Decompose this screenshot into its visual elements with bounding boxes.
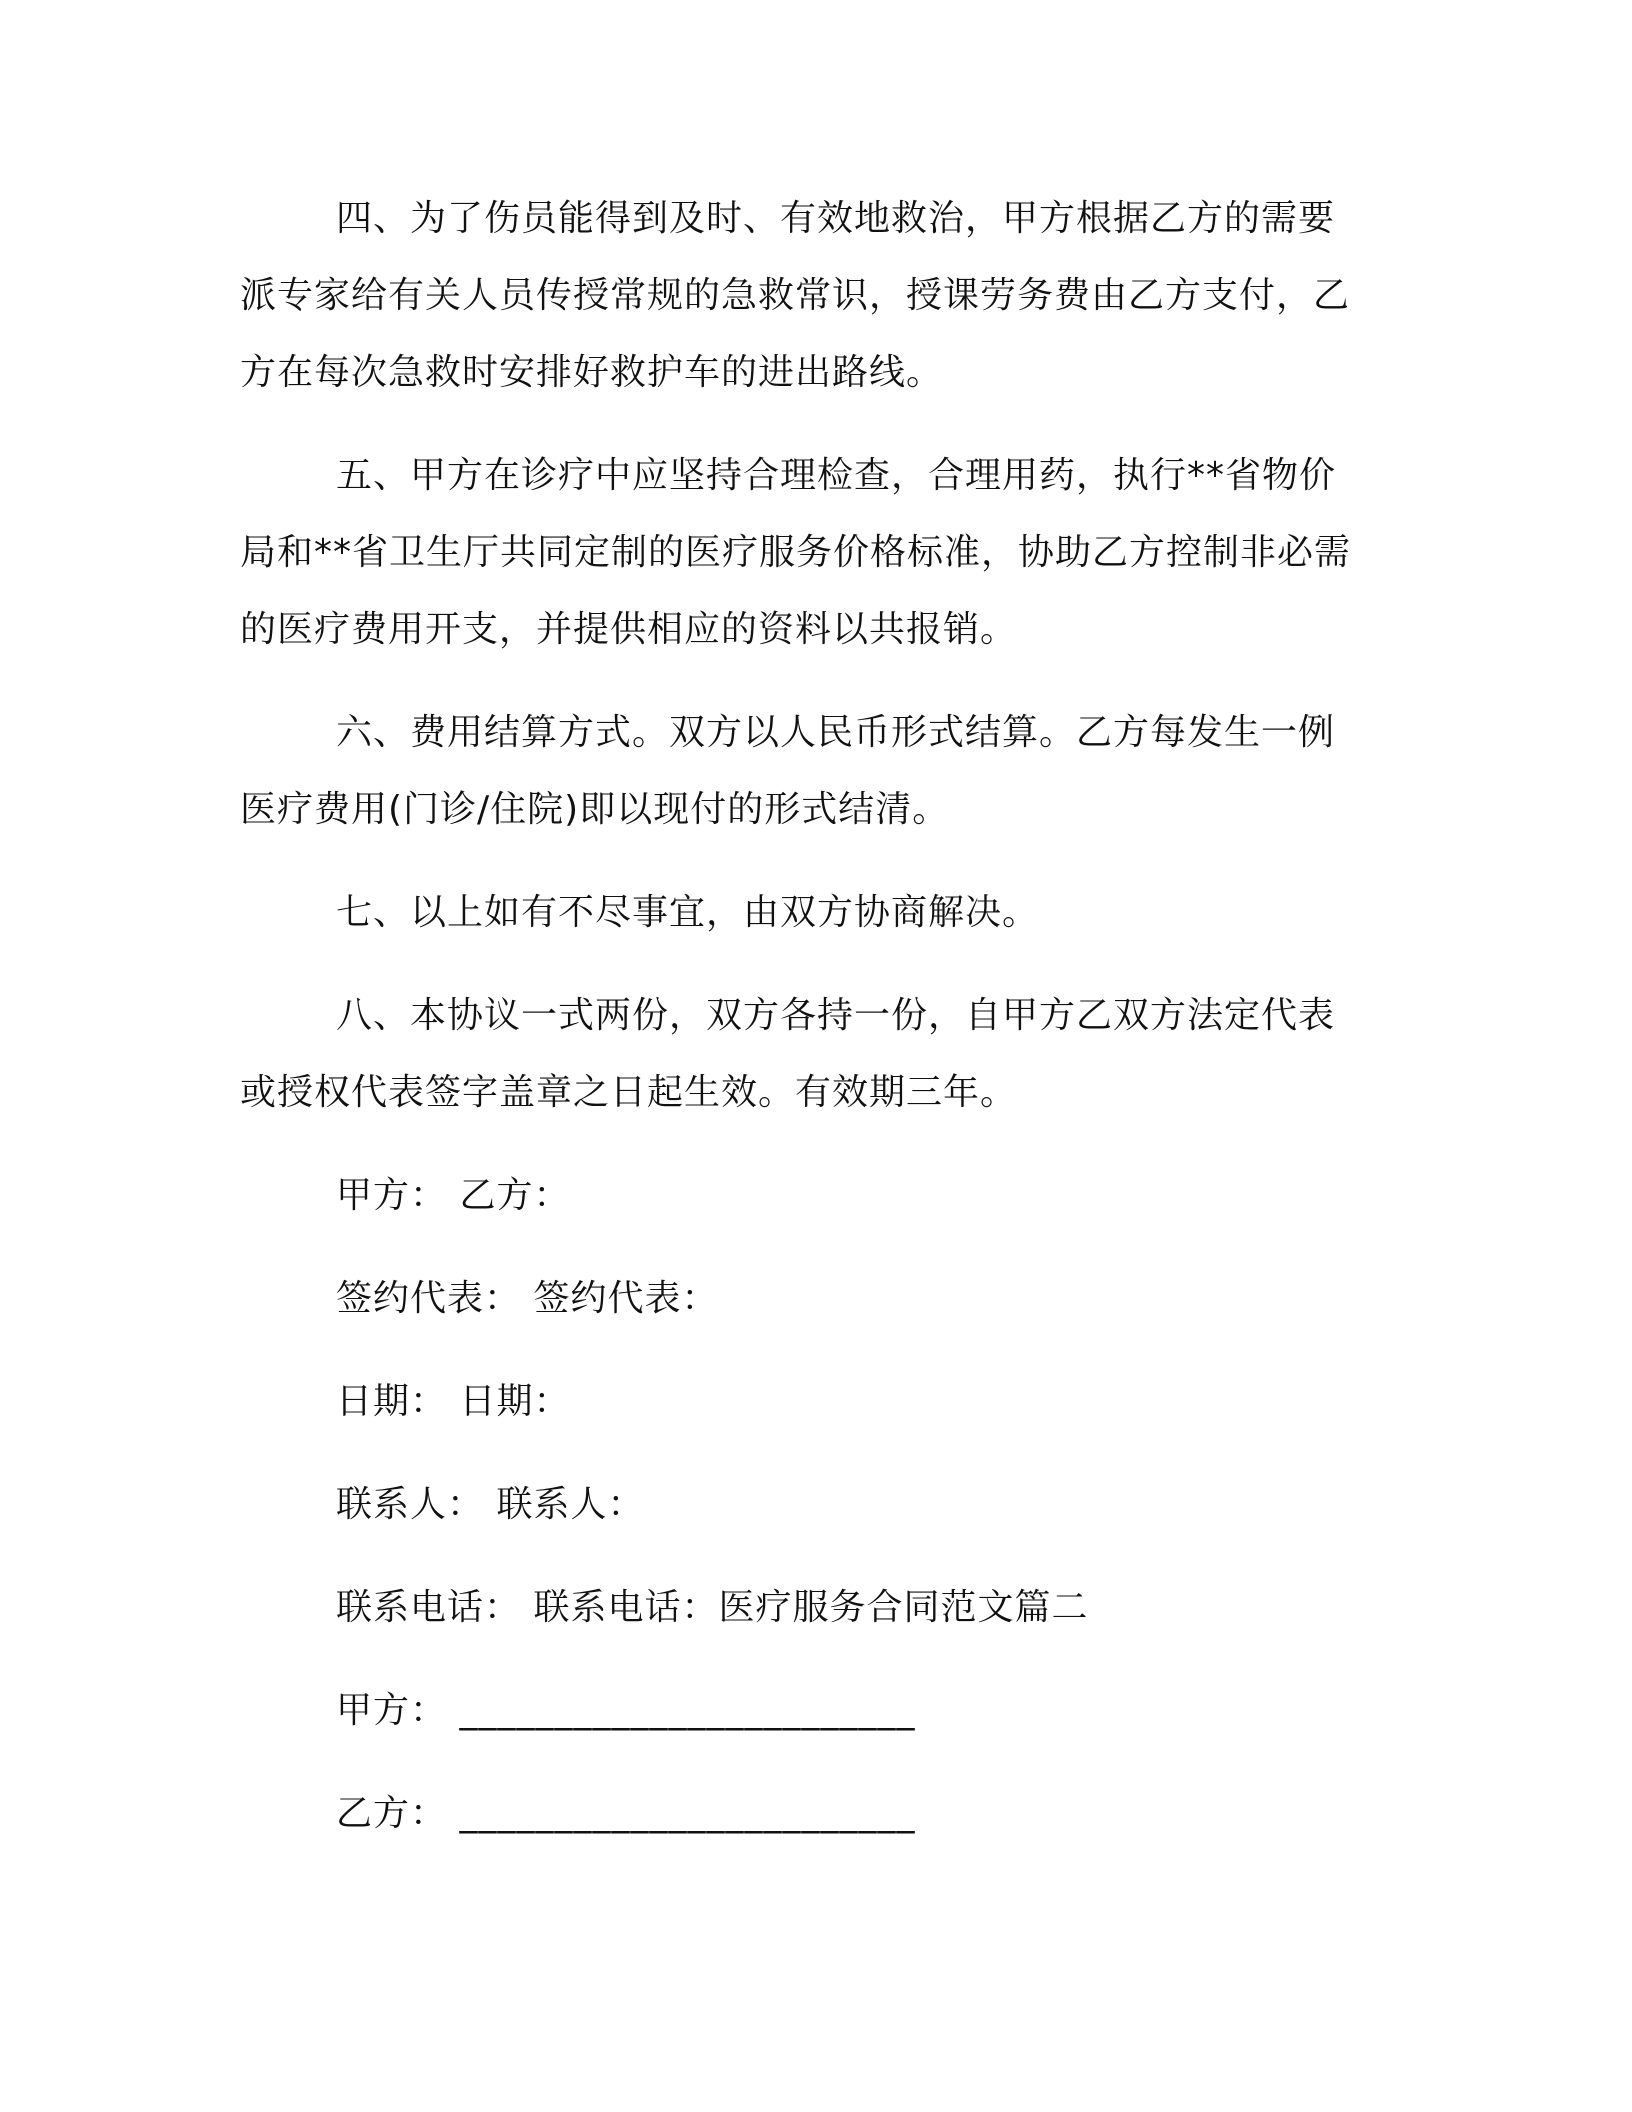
clause-four: 四、为了伤员能得到及时、有效地救治，甲方根据乙方的需要派专家给有关人员传授常规的急救常识，授课劳务费由乙方支付，乙方在每次急救时安排好救护车的进出路线。 (240, 198, 1351, 393)
clause-seven: 七、以上如有不尽事宜，由双方协商解决。 (336, 892, 1040, 933)
party-b-blank-line: 乙方： ________________________ (336, 1793, 916, 1834)
date-line: 日期： 日期： (336, 1381, 571, 1422)
party-a-b-line: 甲方： 乙方： (336, 1175, 571, 1216)
contact-phone-line: 联系电话： 联系电话：医疗服务合同范文篇二 (336, 1587, 1089, 1628)
clause-eight: 八、本协议一式两份，双方各持一份，自甲方乙双方法定代表或授权代表签字盖章之日起生效。有效期三年。 (240, 995, 1336, 1113)
contact-person-line: 联系人： 联系人： (336, 1484, 645, 1525)
signing-representative-line: 签约代表： 签约代表： (336, 1278, 719, 1319)
party-a-blank-line: 甲方： ________________________ (336, 1690, 916, 1731)
clause-five: 五、甲方在诊疗中应坚持合理检查，合理用药，执行**省物价局和**省卫生厅共同定制的医疗服务价格标准，协助乙方控制非必需的医疗费用开支，并提供相应的资料以共报销。 (240, 455, 1352, 650)
clause-six: 六、费用结算方式。双方以人民币形式结算。乙方每发生一例医疗费用(门诊/住院)即以现付的形式结清。 (240, 712, 1336, 830)
